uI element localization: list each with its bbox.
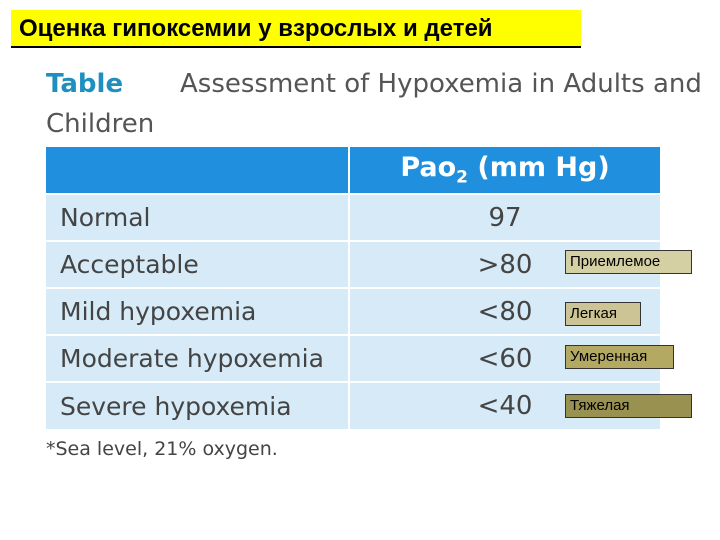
table-title: Assessment of Hypoxemia in Adults and <box>180 69 702 99</box>
header-pao-text: Pao <box>400 152 457 184</box>
header-pao-subscript: 2 <box>456 167 468 188</box>
row-label: Severe hypoxemia <box>46 382 349 429</box>
table-header-row <box>46 147 660 194</box>
header-unit-text: (mm Hg) <box>468 152 610 184</box>
table-title-continuation: Children <box>46 109 155 139</box>
row-label: Moderate hypoxemia <box>46 335 349 382</box>
header-pao2-cell <box>349 147 660 194</box>
slide-title: Оценка гипоксемии у взрослых и детей <box>11 10 581 48</box>
table-label <box>46 64 154 144</box>
ru-tag-mild: Легкая <box>565 302 641 326</box>
row-value: <80 <box>349 288 660 335</box>
ru-tag-moderate: Умеренная <box>565 345 674 369</box>
row-label: Normal <box>46 194 349 241</box>
table-label-word: Table <box>46 69 124 99</box>
table-row <box>46 194 660 241</box>
row-value: <60 <box>349 335 660 382</box>
row-value: 97 <box>349 194 660 241</box>
header-empty-cell <box>46 147 349 194</box>
table-footnote: *Sea level, 21% oxygen. <box>46 438 278 460</box>
ru-tag-acceptable: Приемлемое <box>565 250 692 274</box>
row-value: >80 <box>349 241 660 288</box>
hypoxemia-table <box>46 147 660 429</box>
ru-tag-severe: Тяжелая <box>565 394 692 418</box>
row-value: <40 <box>349 382 660 429</box>
row-label: Mild hypoxemia <box>46 288 349 335</box>
row-label: Acceptable <box>46 241 349 288</box>
